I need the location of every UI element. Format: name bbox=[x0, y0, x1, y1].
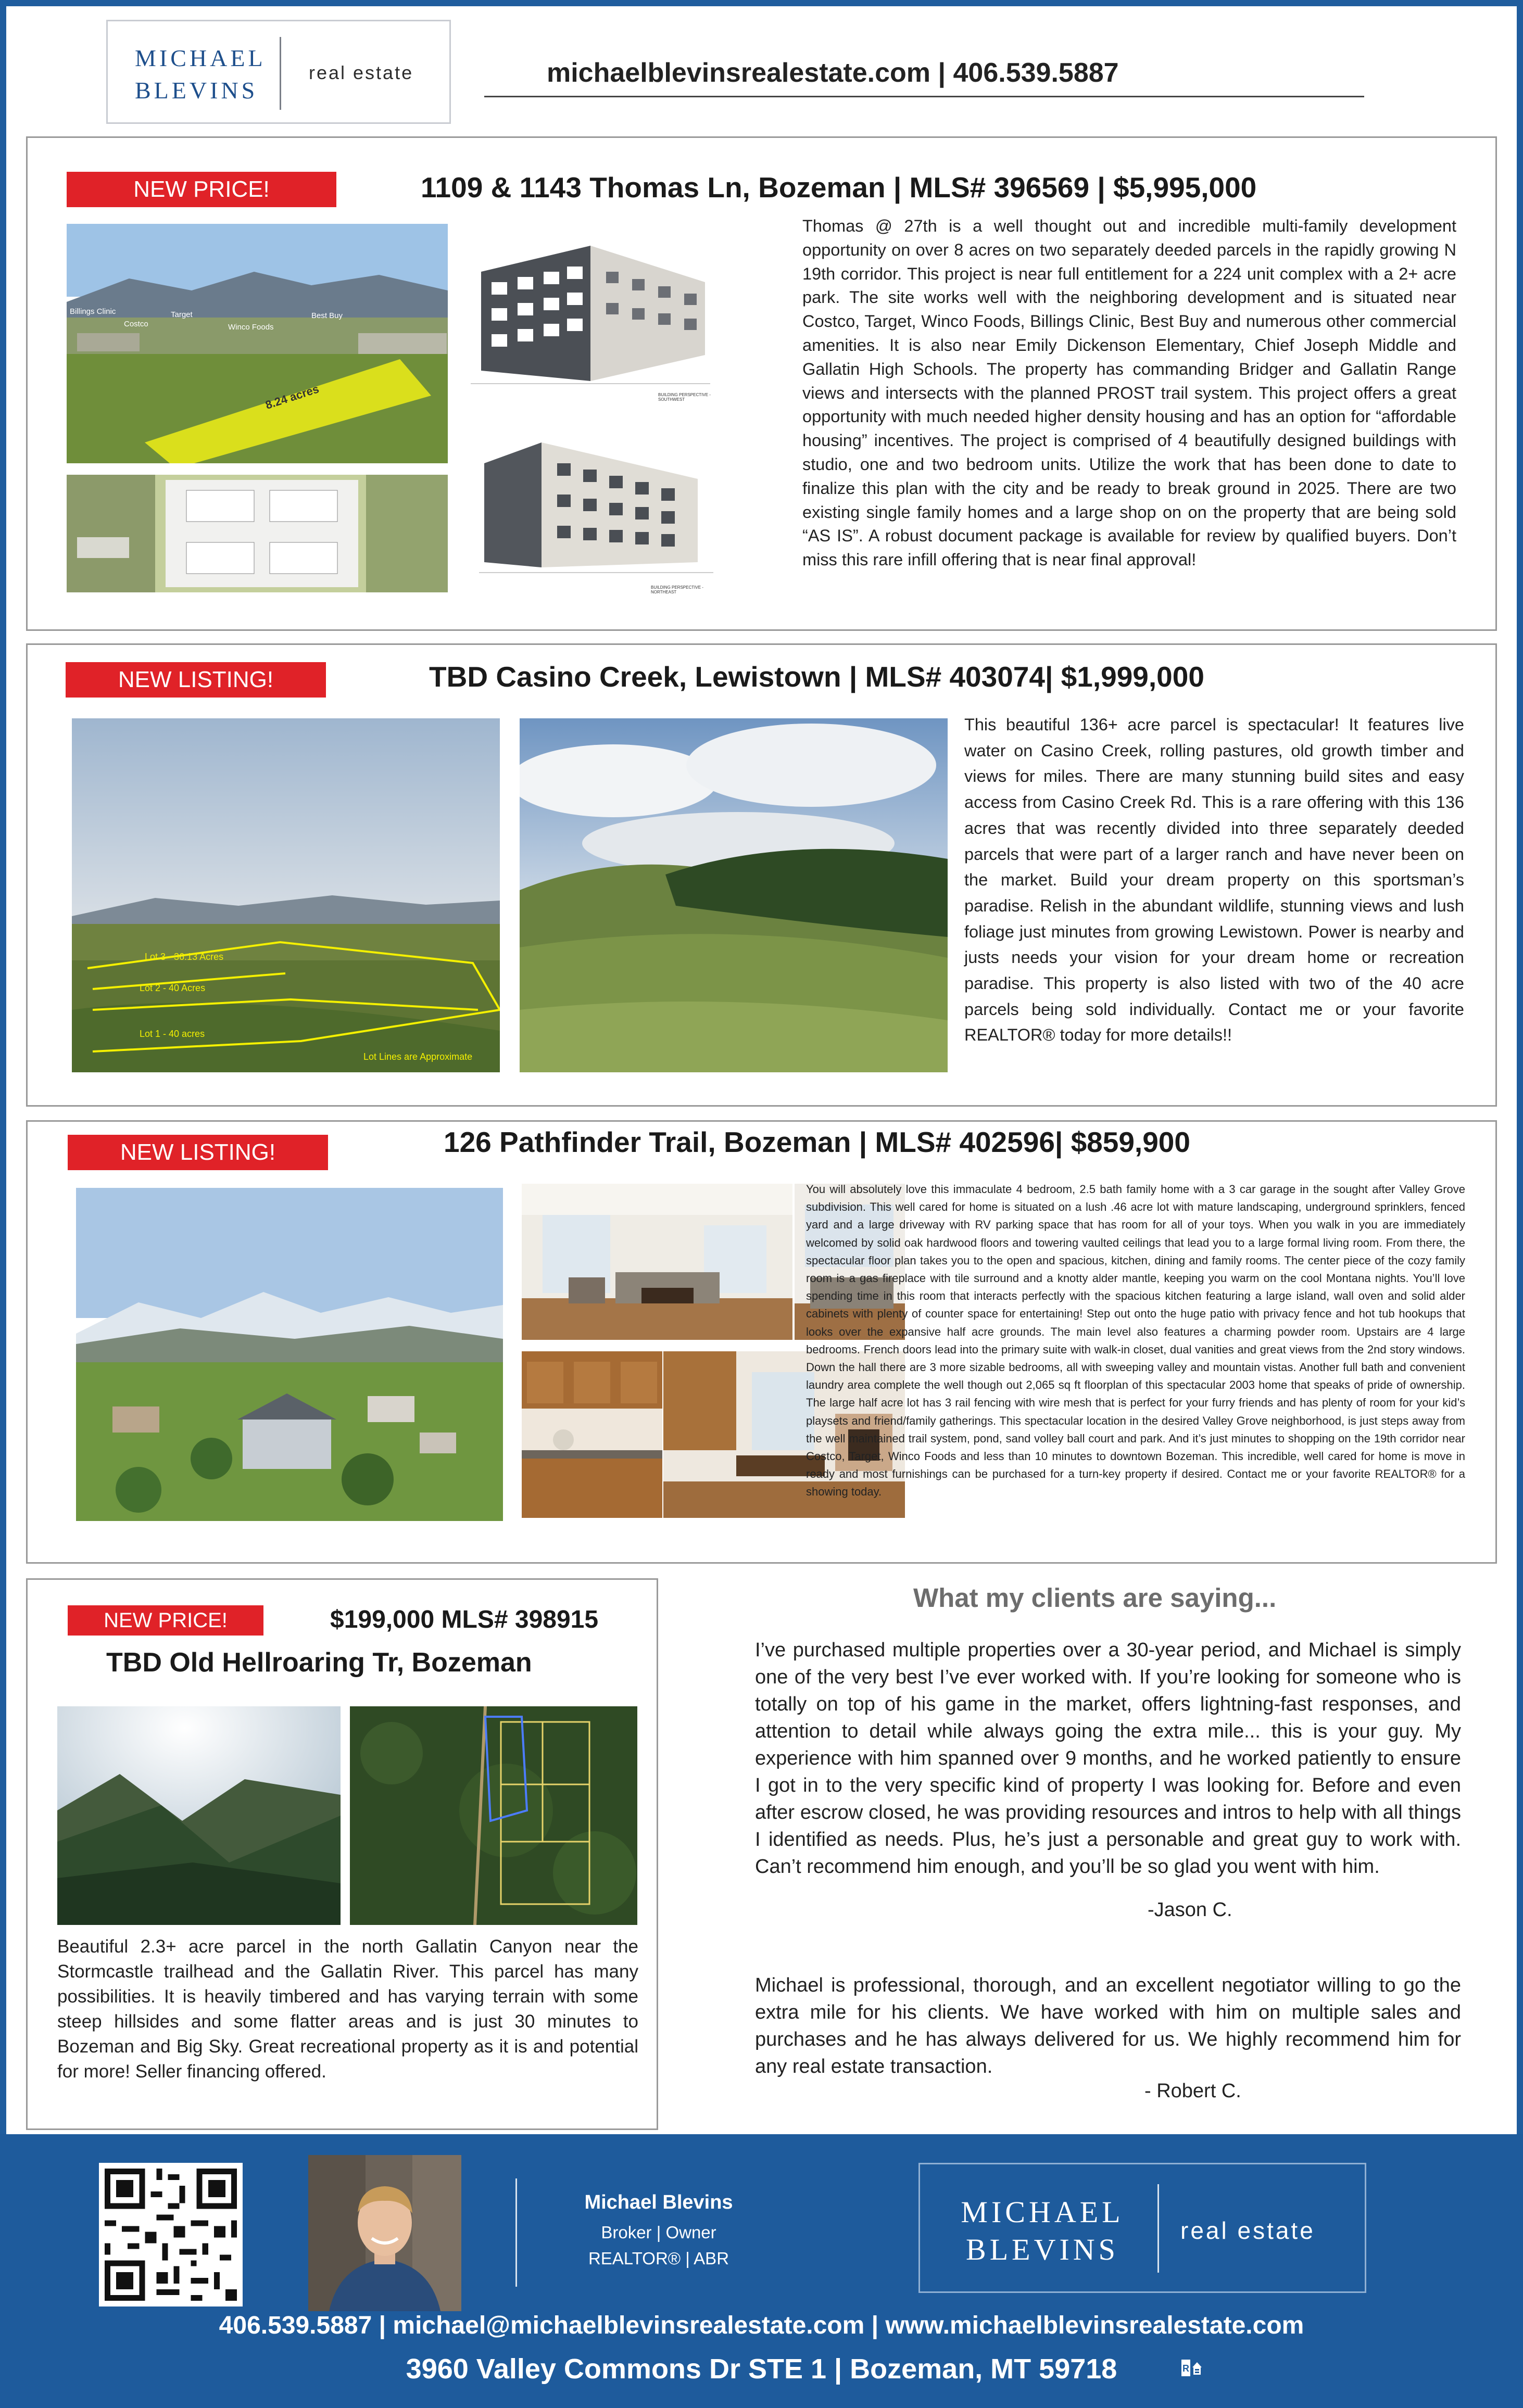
lot-label-3: Lot 3 - 36.13 Acres bbox=[145, 952, 224, 962]
equal-housing-icon bbox=[1181, 2359, 1202, 2377]
footer-logo-line-blevins: BLEVINS bbox=[966, 2233, 1119, 2266]
lot-lines-note: Lot Lines are Approximate bbox=[363, 1051, 473, 1062]
footer-logo-tagline: real estate bbox=[1180, 2217, 1315, 2244]
footer-contact[interactable]: 406.539.5887 | michael@michaelblevinsrealestate.com | www.michaelblevinsrealestate.com bbox=[219, 2312, 1304, 2339]
listing-title: TBD Casino Creek, Lewistown | MLS# 403074| $1,999,000 bbox=[429, 661, 1204, 693]
testimonials-heading: What my clients are saying... bbox=[913, 1583, 1277, 1613]
map-label-target: Target bbox=[171, 310, 193, 319]
logo-line-michael: MICHAEL bbox=[135, 45, 266, 71]
agent-title: Broker | Owner bbox=[601, 2223, 716, 2242]
listing-price-mls: $199,000 MLS# 398915 bbox=[330, 1606, 599, 1633]
logo-tagline: real estate bbox=[309, 62, 414, 83]
testimonial-author-jason: -Jason C. bbox=[1148, 1899, 1232, 1921]
new-price-badge: NEW PRICE! bbox=[67, 172, 336, 207]
listing-description: You will absolutely love this immaculate 4 bedroom, 2.5 bath family home with a 3 car garage in the sought after Valley Grove subdivision. This well cared for home is situated on a lush .46 acre lot with mature landscaping, underground sprinklers, fenced yard and a large driveway with RV parking space that has room for all of your toys. When you walk in you are immediately welcomed by solid oak hardwood floors and towering vaulted ceilings that lead you to a large formal living room. From there, the spectacular floor plan takes you to the open and spacious, kitchen, dining and family rooms. The center piece of the cozy family room is a gas fireplace with tile surround and a knotty alder mantle, keeping you warm on the cool Montana nights. You’ll love spending time in this room that interacts perfectly with the spacious kitchen featuring a large island, wall oven and solid alder cabinets with plenty of counter space for entertaining! Step out onto the huge patio with privacy fence and hot tub hookups that looks over the expansive half acre grounds. The main level also features a charming powder room. Upstairs are 4 large bedrooms. French doors lead into the primary suite with walk-in closet, dual vanities and great views from the 2nd story windows. Down the hall there are 3 more sizable bedrooms, all with sweeping valley and mountain vistas. Another full bath and convenient laundry area complete the well though out 2,065 sq ft floorplan of this spectacular 2003 home that speaks of pride of ownership. The large half acre lot has 3 rail fencing with wire mesh that is perfect for your furry friends and has plenty of room for your kid’s playsets and friend/family gatherings. This spectacular location in the desired Valley Grove neighborhood, is just steps away from the well maintained trail system, pond, sand volley ball court and park. And it’s just minutes to shopping on the 19th corridor near Costco, Target, Winco Foods and less than 10 minutes to downtown Bozeman. This incredible, well cared for home is move in ready and most furnishings can be purchased for a turn-key property if desired. Contact me or your favorite REALTOR® for a showing today. bbox=[806, 1183, 1465, 1499]
footer-logo-name bbox=[941, 2194, 1144, 2268]
header-contact[interactable]: michaelblevinsrealestate.com | 406.539.5887 bbox=[547, 58, 1119, 88]
logo-name bbox=[135, 42, 266, 107]
map-label-winco: Winco Foods bbox=[228, 323, 274, 332]
parcel-map-photo[interactable] bbox=[350, 1706, 637, 1925]
site-plan-image[interactable] bbox=[67, 475, 448, 592]
lot-label-1: Lot 1 - 40 acres bbox=[140, 1029, 205, 1039]
canyon-photo[interactable] bbox=[57, 1706, 341, 1925]
testimonial-author-robert: - Robert C. bbox=[1144, 2080, 1241, 2102]
map-label-billings-clinic: Billings Clinic bbox=[70, 307, 116, 316]
lot-label-2: Lot 2 - 40 Acres bbox=[140, 983, 206, 993]
lot-lines-photo[interactable] bbox=[72, 718, 500, 1072]
header-rule bbox=[484, 96, 1364, 97]
living-room-photo[interactable] bbox=[522, 1184, 792, 1340]
render-caption-northeast: BUILDING PERSPECTIVE - NORTHEAST bbox=[651, 585, 703, 593]
listing-title: 126 Pathfinder Trail, Bozeman | MLS# 402596| $859,900 bbox=[444, 1126, 1190, 1158]
map-label-best-buy: Best Buy bbox=[311, 311, 343, 320]
new-listing-badge: NEW LISTING! bbox=[66, 662, 326, 698]
testimonial-jason: I’ve purchased multiple properties over a 30-year period, and Michael is simply one of the very best I’ve ever worked with. If you’re looking for someone who is totally on top of his game in the market, offers lightning-fast responses, and attention to detail while always going the extra mile... this is your guy. My experience with him spanned over 9 months, and he worked patiently to ensure I got in to the very specific kind of property I was looking for. Before and even after escrow closed, he was providing resources and intros to help with all things I identified as needs. Plus, he’s just a personable and great guy to work with. Can’t recommend him enough, and you’ll be so glad you went with him. bbox=[755, 1639, 1461, 1878]
avatar bbox=[308, 2155, 461, 2311]
listing-description: This beautiful 136+ acre parcel is spectacular! It features live water on Casino Creek, rolling pastures, old growth timber and views for miles. There are many stunning build sites and easy access from Casino Creek Rd. This is a rare offering with this 136 acres that was recently divided into three separately deeded parcels that were part of a larger ranch and have never been on the market. Build your dream property on this sportsman’s paradise. Relish in the abundant wildlife, stunning views and lush foliage just minutes from growing Lewistown. Power is nearby and justs needs your vision for your dream home or recreation paradise. This property is also listed with two of the 40 acre parcels being sold individually. Contact me or your favorite REALTOR® today for more details!! bbox=[964, 715, 1464, 1045]
kitchen-photo[interactable] bbox=[522, 1351, 662, 1518]
render-caption-southwest: BUILDING PERSPECTIVE - SOUTHWEST bbox=[658, 392, 711, 402]
listing-title: 1109 & 1143 Thomas Ln, Bozeman | MLS# 396569 | $5,995,000 bbox=[421, 171, 1257, 204]
listing-title: TBD Old Hellroaring Tr, Bozeman bbox=[106, 1647, 532, 1678]
aerial-home-photo[interactable] bbox=[76, 1188, 503, 1521]
pasture-photo[interactable] bbox=[520, 718, 948, 1072]
agent-designations: REALTOR® | ABR bbox=[588, 2249, 729, 2268]
footer-logo[interactable] bbox=[918, 2163, 1366, 2293]
footer-logo-divider bbox=[1157, 2184, 1159, 2273]
map-label-costco: Costco bbox=[124, 320, 148, 328]
building-render-northeast[interactable] bbox=[469, 406, 718, 593]
agent-name: Michael Blevins bbox=[584, 2191, 733, 2213]
building-render-southwest[interactable] bbox=[460, 225, 716, 402]
logo-divider bbox=[280, 37, 281, 110]
qr-code-icon[interactable] bbox=[99, 2163, 243, 2306]
listing-description: Beautiful 2.3+ acre parcel in the north Gallatin Canyon near the Stormcastle trailhead and the Gallatin River. This parcel has many possibilities. It is heavily timbered and has varying terrain with some steep hillsides and some flatter areas and is just 30 minutes to Bozeman and Big Sky. Great recreational property as it is and potential for more! Seller financing offered. bbox=[57, 1936, 638, 2082]
map-label-acres: 8.24 acres bbox=[263, 382, 321, 412]
footer-logo-line-michael: MICHAEL bbox=[961, 2195, 1124, 2229]
logo-line-blevins: BLEVINS bbox=[135, 77, 258, 104]
listing-description: Thomas @ 27th is a well thought out and incredible multi-family development opportunity on over 8 acres on two separately deeded parcels in the rapidly growing N 19th corridor. This project is near full entitlement for a 224 unit complex with a 2+ acre park. The site works well with the neighboring development and is situated near Costco, Target, Winco Foods, Billings Clinic, Best Buy and numerous other commercial amenities. It is also near Emily Dickenson Elementary, Chief Joseph Middle and Gallatin High Schools. The property has commanding Bridger and Gallatin Range views and intersects with the planned PROST trail system. This project offers a great opportunity with much needed higher density housing and has an option for “affordable housing” incentives. The project is comprised of 4 beautifully designed buildings with studio, one and two bedroom units. Utilize the work that has been done to date to finalize this plan with the city and be ready to break ground in 2025. There are two existing single family homes and a large shop on on the property that are being sold “AS IS”. A robust document package is available for review by qualified buyers. Don’t miss this rare infill offering that is near final approval! bbox=[802, 217, 1456, 569]
new-price-badge: NEW PRICE! bbox=[68, 1605, 263, 1636]
header-logo[interactable] bbox=[106, 20, 451, 124]
testimonial-robert: Michael is professional, thorough, and an excellent negotiator willing to go the extra mile for his clients. We have worked with him on multiple sales and purchases and he has always delivered for us. We highly recommend him for any real estate transaction. bbox=[755, 1974, 1461, 2077]
aerial-site-photo[interactable] bbox=[67, 224, 448, 463]
new-listing-badge: NEW LISTING! bbox=[68, 1135, 328, 1170]
footer-address: 3960 Valley Commons Dr STE 1 | Bozeman, MT 59718 bbox=[406, 2353, 1117, 2385]
svg-text:R: R bbox=[1182, 2363, 1189, 2374]
